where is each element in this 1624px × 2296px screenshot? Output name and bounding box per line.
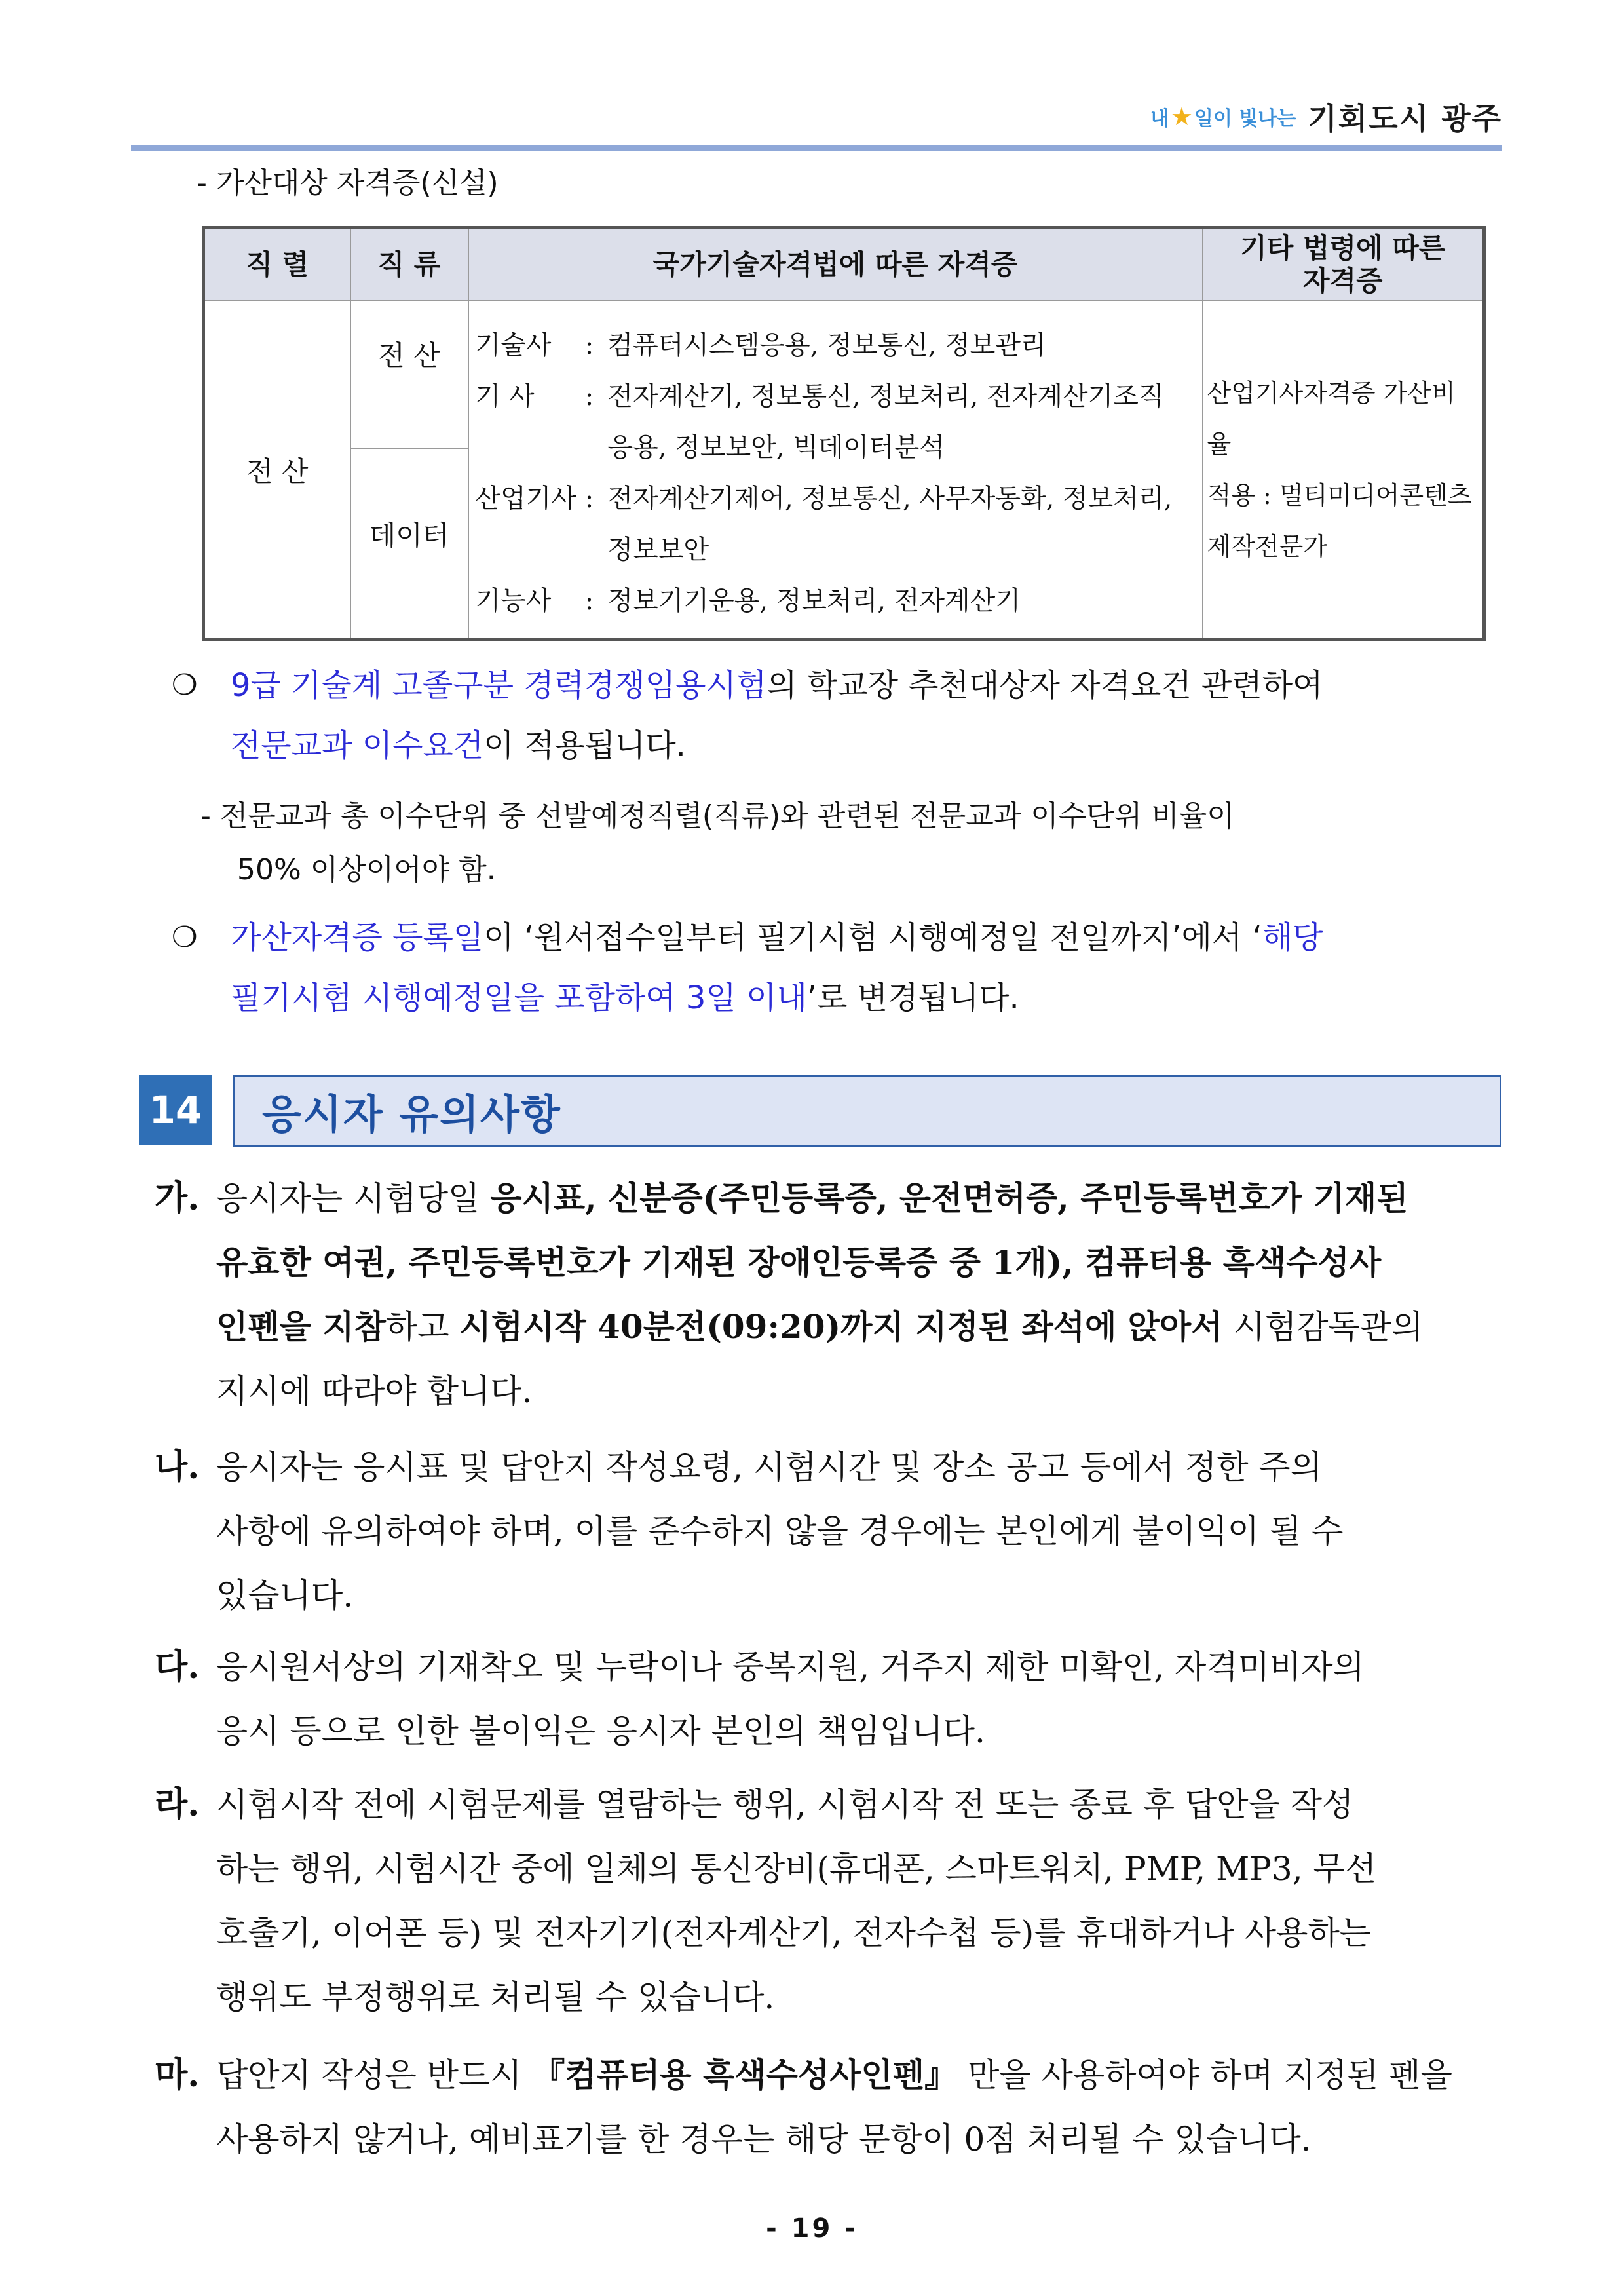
cert-value: 전자계산기, 정보통신, 정보처리, 전자계산기조직 [607, 381, 1164, 411]
table-header-cell: 기타 법령에 따른 자격증 [1203, 228, 1484, 301]
sub-heading: - 가산대상 자격증(신설) [197, 166, 499, 200]
cert-value: 정보기기운용, 정보처리, 전자계산기 [607, 585, 1021, 616]
logo-slogan [1150, 102, 1296, 131]
body-text: 행위도 부정행위로 처리될 수 있습니다. [216, 1978, 775, 2016]
cert-line [476, 473, 1202, 524]
cert-sep: : [584, 381, 594, 411]
highlight-text: 가산자격증 등록일 [231, 919, 484, 956]
item-letter: 다. [155, 1647, 200, 1687]
other-law-cell [1203, 301, 1484, 640]
cert-value: 정보보안 [607, 534, 709, 565]
table-header-cell: 직 렬 [204, 228, 350, 301]
notice-paragraph-2 [172, 908, 1487, 1028]
table-header-row [204, 228, 1484, 301]
item-letter: 가. [155, 1178, 200, 1218]
bold-text: 시험시작 40분전(09:20)까지 지정된 좌석에 앉아서 [459, 1307, 1223, 1346]
section-title: 응시자 유의사항 [262, 1090, 561, 1138]
table-header-cell: 직 류 [350, 228, 468, 301]
body-text: 하고 [385, 1308, 460, 1346]
body-text: 만을 사용하여야 하며 지정된 펜을 [957, 2056, 1452, 2094]
cert-sep: : [584, 585, 594, 616]
item-letter: 마. [155, 2055, 200, 2095]
body-text: 응시원서상의 기재착오 및 누락이나 중복지원, 거주지 제한 미확인, 자격미비자의 [216, 1648, 1365, 1686]
cert-line [476, 371, 1202, 422]
body-text: 응시자는 응시표 및 답안지 작성요령, 시험시간 및 장소 공고 등에서 정한 주의 [216, 1448, 1323, 1486]
cert-line [476, 422, 1202, 473]
body-text: 응시 등으로 인한 불이익은 응시자 본인의 책임입니다. [216, 1712, 985, 1750]
series-cell: 전 산 [204, 301, 350, 640]
note-dash-item [200, 790, 1484, 897]
body-text: 사항에 유의하여야 하며, 이를 준수하지 않을 경우에는 본인에게 불이익이 될 수 [216, 1512, 1344, 1550]
highlight-text: 전문교과 이수요건 [231, 727, 484, 764]
body-text: 응시자는 시험당일 [216, 1179, 491, 1217]
bold-text: 『컴퓨터용 흑색수성사인펜』 [532, 2056, 958, 2094]
bold-text: 유효한 여권, 주민등록번호가 기재된 장애인등록증 중 1개), 컴퓨터용 흑색수성사 [216, 1243, 1382, 1282]
list-item-ra [155, 1772, 1498, 2029]
type-cell: 전 산 [350, 301, 468, 448]
logo-city: 기회도시 광주 [1308, 101, 1502, 136]
highlight-text: 필기시험 시행예정일을 포함하여 3일 이내 [231, 980, 807, 1016]
list-item-na [155, 1435, 1498, 1628]
body-text: 의 학교장 추천대상자 자격요건 관련하여 [766, 667, 1323, 704]
body-text: 50% 이상이어야 함. [237, 853, 496, 887]
table-header-cell: 국가기술자격법에 따른 자격증 [468, 228, 1203, 301]
cert-value: 전자계산기제어, 정보통신, 사무자동화, 정보처리, [607, 483, 1173, 514]
cert-label: 기 사 [475, 381, 535, 411]
other-law-line: 적용 : 멀티미디어콘텐츠 [1207, 480, 1472, 510]
cert-value: 응용, 정보보안, 빅데이터분석 [607, 432, 945, 463]
body-text: - 전문교과 총 이수단위 중 선발예정직렬(직류)와 관련된 전문교과 이수단위 비율이 [200, 799, 1235, 833]
cert-label: 산업기사 [475, 483, 577, 514]
header-divider [131, 145, 1502, 151]
list-item-ga [155, 1166, 1498, 1423]
qualification-table [202, 226, 1486, 641]
body-text: 사용하지 않거나, 예비표기를 한 경우는 해당 문항이 0점 처리될 수 있습니다. [216, 2120, 1312, 2158]
bold-text: 응시표, 신분증(주민등록증, 운전면허증, 주민등록번호가 기재된 [490, 1179, 1408, 1217]
item-letter: 라. [155, 1784, 200, 1824]
cert-value: 컴퓨터시스템응용, 정보통신, 정보관리 [607, 330, 1046, 360]
list-item-ma [155, 2043, 1498, 2172]
type-cell: 데이터 [350, 448, 468, 640]
item-letter: 나. [155, 1447, 200, 1487]
body-text: 이 적용됩니다. [483, 727, 686, 764]
circle-bullet-icon: ❍ [172, 921, 198, 954]
body-text: 답안지 작성은 반드시 [216, 2056, 533, 2094]
logo-slogan-part: 일이 빛나는 [1194, 107, 1296, 130]
header-logo [1150, 90, 1502, 143]
bold-text: 인펜을 지참 [216, 1307, 386, 1346]
highlight-text: 9급 기술계 고졸구분 경력경쟁임용시험 [231, 667, 767, 704]
cert-sep: : [584, 483, 594, 514]
page-number: - 19 - [766, 2213, 858, 2244]
star-icon: ★ [1170, 102, 1193, 131]
logo-slogan-part: 내 [1150, 107, 1169, 130]
body-text: 호출기, 이어폰 등) 및 전자기기(전자계산기, 전자수첩 등)를 휴대하거나 사용하는 [216, 1914, 1372, 1952]
body-text: ’로 변경됩니다. [806, 980, 1019, 1016]
body-text: 시험감독관의 [1222, 1308, 1424, 1346]
cert-label: 기능사 [475, 585, 552, 616]
table-row [204, 301, 1484, 448]
cert-line [476, 320, 1202, 371]
section-number-badge: 14 [139, 1075, 212, 1145]
body-text: 시험시작 전에 시험문제를 열람하는 행위, 시험시작 전 또는 종료 후 답안을 작성 [216, 1786, 1354, 1824]
other-law-line: 산업기사자격증 가산비율 [1207, 378, 1456, 459]
cert-label: 기술사 [475, 330, 552, 360]
notice-paragraph-1 [172, 655, 1487, 776]
cert-line [476, 524, 1202, 575]
cert-list-cell [468, 301, 1203, 640]
body-text: 있습니다. [216, 1577, 354, 1615]
body-text: 지시에 따라야 합니다. [216, 1372, 533, 1410]
body-text: 이 ‘원서접수일부터 필기시험 시행예정일 전일까지’에서 ‘ [483, 919, 1262, 956]
circle-bullet-icon: ❍ [172, 668, 198, 702]
other-law-line: 제작전문가 [1207, 531, 1328, 561]
highlight-text: 해당 [1262, 919, 1323, 956]
list-item-da [155, 1635, 1498, 1763]
cert-sep: : [584, 330, 594, 360]
cert-line [476, 575, 1202, 626]
body-text: 하는 행위, 시험시간 중에 일체의 통신장비(휴대폰, 스마트워치, PMP, MP3, 무선 [216, 1850, 1377, 1888]
